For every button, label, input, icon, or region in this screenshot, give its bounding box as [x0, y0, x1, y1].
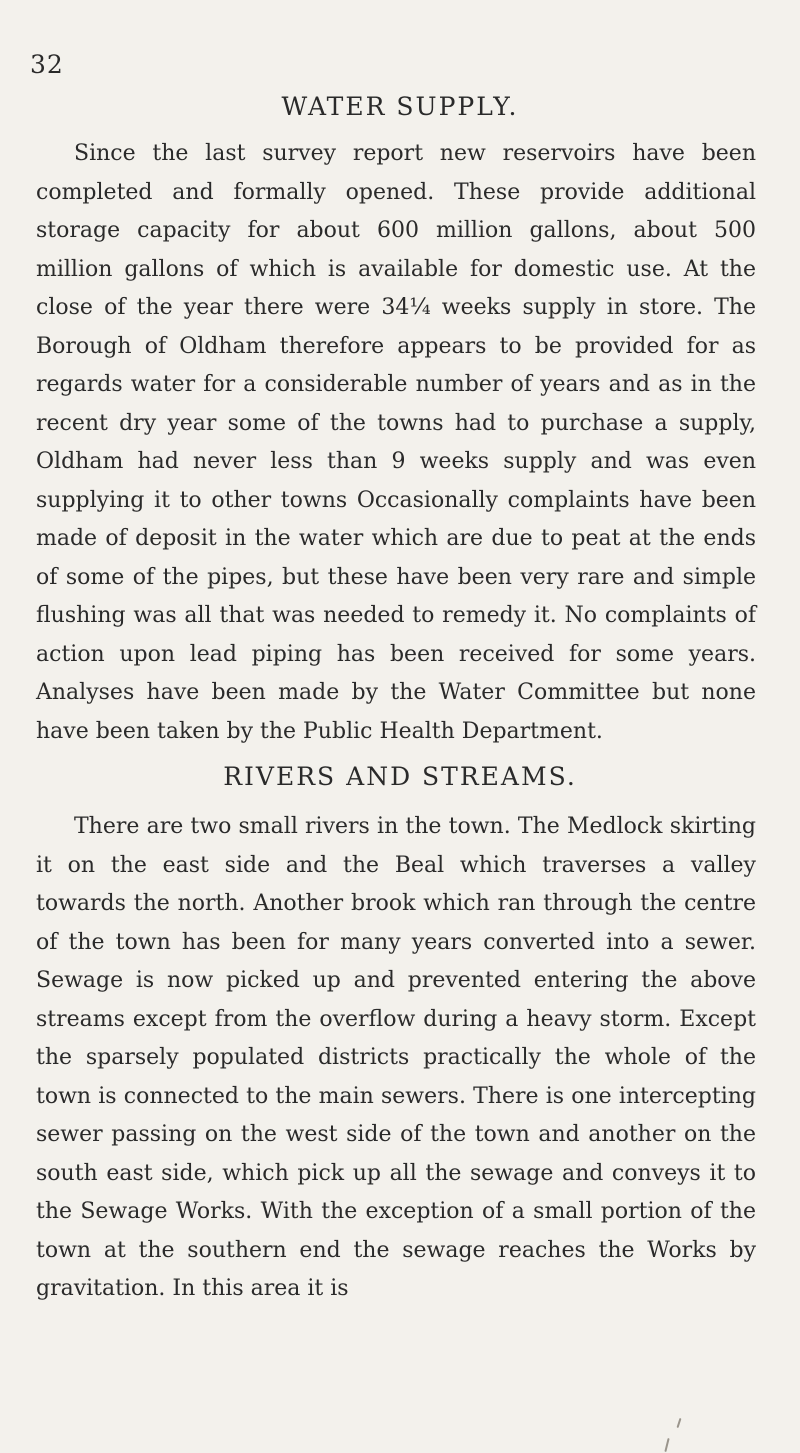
- section-heading-water-supply: WATER SUPPLY.: [281, 92, 519, 121]
- paragraph-rivers-and-streams: There are two small rivers in the town. The Medlock skirting it on the east side and the Beal which traverses a valley towards the north. Another brook which ran through the centre of the town has been for many years converted into a sewer. Sewage is now picked up and prevented entering the above streams except from the overflow during a heavy storm. Except the sparsely populated districts practically the whole of the town is connected to the main sewers. There is one intercepting sewer passing on the west side of the town and another on the south east side, which pick up all the sewage and conveys it to the Sewage Works. With the exception of a small portion of the town at the southern end the sewage reaches the Works by gravitation. In this area it is: [36, 814, 756, 1301]
- page-number: 32: [30, 50, 64, 79]
- section-heading-rivers-and-streams: RIVERS AND STREAMS.: [223, 762, 577, 791]
- paper-mark: [677, 1418, 682, 1428]
- paper-mark: [664, 1438, 669, 1452]
- paragraph-water-supply: Since the last survey report new reservoirs have been completed and formally opened. These provide additional storage capacity for about 600 million gallons, about 500 million gallons of which is available for domestic use. At the close of the year there were 34¼ weeks supply in store. The Borough of Oldham therefore appears to be provided for as regards water for a considerable number of years and as in the recent dry year some of the towns had to purchase a supply, Oldham had never less than 9 weeks supply and was even supplying it to other towns Occasionally complaints have been made of deposit in the water which are due to peat at the ends of some of the pipes, but these have been very rare and simple flushing was all that was needed to remedy it. No complaints of action upon lead piping has been received for some years. Analyses have been made by the Water Committee but none have been taken by the Public Health Department.: [36, 141, 756, 744]
